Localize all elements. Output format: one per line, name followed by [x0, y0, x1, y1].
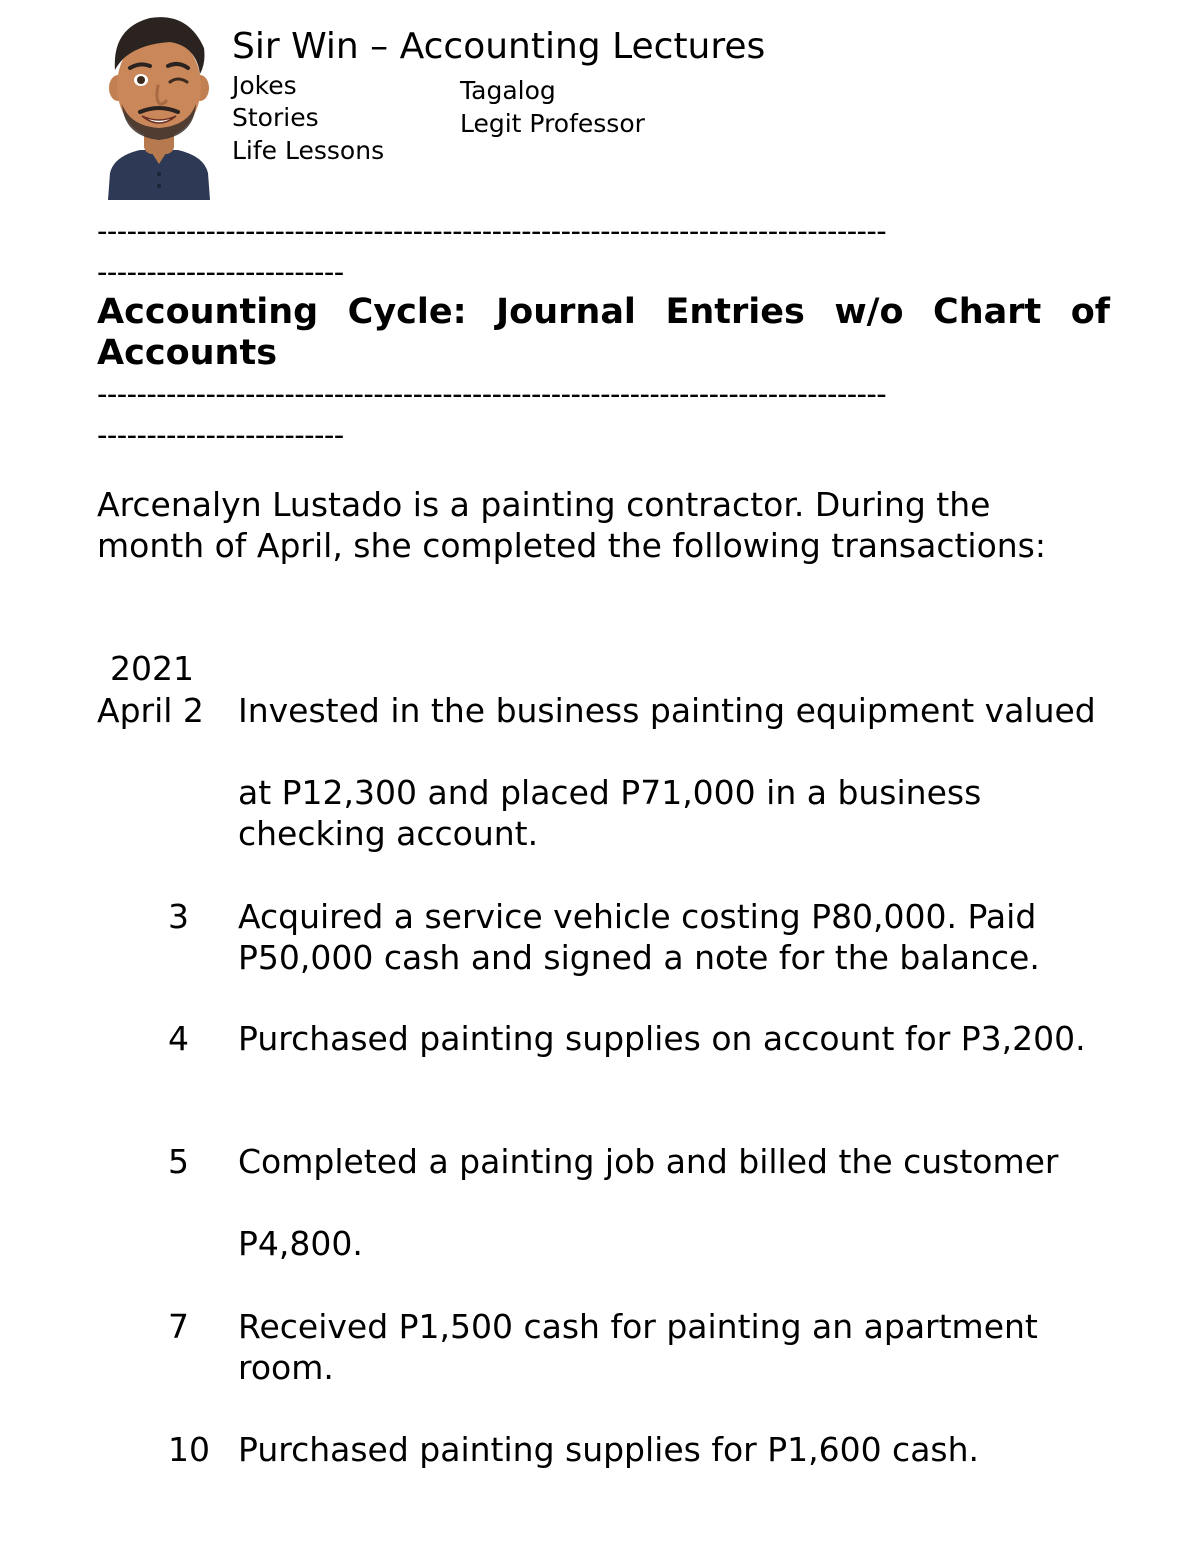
transaction-year: 2021: [110, 649, 194, 688]
transaction-date: 10: [168, 1430, 210, 1469]
site-title: Sir Win – Accounting Lectures: [232, 26, 766, 67]
transaction-date: April 2: [97, 691, 204, 730]
tag-tagalog: Tagalog: [460, 76, 556, 105]
transaction-date: 5: [168, 1142, 189, 1181]
tag-life-lessons: Life Lessons: [232, 136, 385, 165]
transaction-date: 4: [168, 1019, 189, 1058]
transaction-text: Purchased painting supplies on account for P3,200.: [238, 1019, 1086, 1058]
tag-jokes: Jokes: [232, 71, 297, 100]
separator-line: --------------------------------------------------------------------------------: [97, 214, 887, 248]
transaction-date: 7: [168, 1307, 189, 1346]
separator-line: -------------------------: [97, 255, 344, 289]
transaction-text: Invested in the business painting equipment valued: [238, 691, 1096, 730]
transaction-text: Acquired a service vehicle costing P80,000. Paid P50,000 cash and signed a note for the balance.: [238, 897, 1040, 977]
transaction-text: Received P1,500 cash for painting an apartment room.: [238, 1307, 1038, 1387]
tag-stories: Stories: [232, 103, 319, 132]
transaction-text-continuation: at P12,300 and placed P71,000 in a business checking account.: [238, 773, 982, 853]
intro-paragraph: Arcenalyn Lustado is a painting contractor. During the month of April, she completed the following transactions:: [97, 485, 1046, 565]
document-title: Accounting Cycle: Journal Entries w/o Chart of Accounts: [97, 292, 1110, 373]
transaction-date: 3: [168, 897, 189, 936]
transaction-text: Purchased painting supplies for P1,600 cash.: [238, 1430, 980, 1469]
separator-line: -------------------------: [97, 418, 344, 452]
memoji-avatar-icon: [100, 8, 218, 200]
transaction-text-continuation: P4,800.: [238, 1224, 363, 1263]
tag-legit-professor: Legit Professor: [460, 109, 645, 138]
transaction-text: Completed a painting job and billed the customer: [238, 1142, 1059, 1181]
separator-line: --------------------------------------------------------------------------------: [97, 377, 887, 411]
